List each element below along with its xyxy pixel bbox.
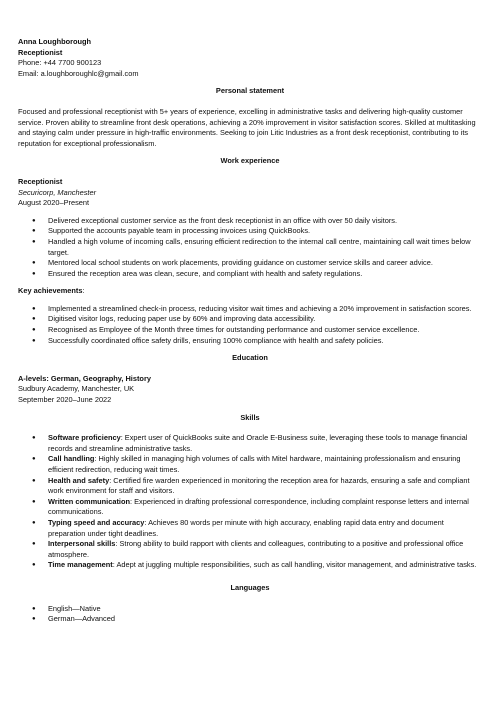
skill-name: Health and safety (48, 475, 110, 485)
personal-statement-text: Focused and professional receptionist with 5+ years of experience, excelling in administrative tasks and delivering high-quality customer service. Proven ability to streamline front desk operations, achieving a 20% improvement in visitor satisfaction scores. Skilled at multitasking and staying calm under pressure in high-traffic environments. Seeking to join Litic Industries as a front desk receptionist, contributing to its reputation for exceptional professionalism. (18, 106, 476, 148)
skill-text: : Certified fire warden experienced in monitoring the reception area for hazards, ensuring a safe and compliant work environment for staff and visitors. (48, 475, 470, 496)
skill-name: Time management (48, 560, 113, 570)
personal-statement-heading: Personal statement (215, 86, 285, 96)
list-item: ● Delivered exceptional customer service as the front desk receptionist in an office with over 50 daily visitors. (18, 216, 482, 227)
skill-name: Call handling (48, 454, 95, 464)
list-item: ● Mentored local school students on work placements, providing guidance on customer service skills and career advice. (18, 258, 482, 269)
qualification: A-levels: German, Geography, History (18, 373, 151, 383)
skill-name: Written communication (48, 496, 130, 506)
list-item (18, 518, 482, 539)
skill-text: : Experienced in drafting professional correspondence, including complaint response letters and internal communications. (48, 496, 469, 517)
list-item: ● English—Native (18, 604, 482, 615)
education-entry (18, 374, 482, 406)
list-item (18, 560, 482, 571)
list-item: ● Implemented a streamlined check-in process, reducing visitor wait times and achieving a 20% improvement in satisfaction scores. (18, 304, 482, 315)
skill-text: : Achieves 80 words per minute with high accuracy, enabling rapid data entry and document preparation under tight deadlines. (48, 517, 444, 538)
languages-heading: Languages (230, 582, 270, 592)
achievements-list (18, 304, 482, 346)
list-item: ● Handled a high volume of incoming calls, ensuring efficient redirection to the internal call centre, maintaining call wait times below target. (18, 237, 482, 258)
skill-text: : Highly skilled in managing high volumes of calls with Mitel hardware, maintaining professionalism and ensuring efficient redirection, reducing wait times. (48, 454, 461, 474)
list-item (18, 454, 482, 475)
list-item: ● Supported the accounts payable team in processing invoices using QuickBooks. (18, 226, 482, 237)
skill-name: Software proficiency (48, 433, 121, 443)
job-employer: Securicorp, Manchester (18, 187, 97, 197)
key-achievements-label: Key achievements: (18, 286, 85, 296)
list-item: ● Recognised as Employee of the Month three times for outstanding performance and customer service excellence. (18, 325, 482, 336)
contact-email: Email: a.loughboroughlc@gmail.com (18, 68, 139, 78)
job-title: Receptionist (18, 176, 63, 186)
list-item: ● German—Advanced (18, 614, 482, 625)
languages-list (18, 604, 482, 625)
list-item: ● Ensured the reception area was clean, secure, and compliant with health and safety regulations. (18, 269, 482, 280)
list-item (18, 539, 482, 560)
list-item (18, 476, 482, 497)
list-item (18, 433, 482, 454)
job-entry (18, 177, 482, 209)
list-item: ● Digitised visitor logs, reducing paper use by 60% and improving data accessibility. (18, 314, 482, 325)
job-duties-list (18, 216, 482, 280)
education-dates: September 2020–June 2022 (18, 395, 112, 405)
candidate-role: Receptionist (18, 47, 63, 57)
candidate-name: Anna Loughborough (18, 37, 92, 46)
job-dates: August 2020–Present (18, 198, 90, 208)
skill-text: : Adept at juggling multiple responsibilities, such as call handling, visitor management, and administrative tasks. (112, 560, 477, 570)
skill-name: Interpersonal skills (48, 539, 116, 549)
school: Sudbury Academy, Manchester, UK (18, 384, 135, 394)
skill-name: Typing speed and accuracy (48, 517, 145, 527)
list-item (18, 497, 482, 518)
skill-text: : Strong ability to build rapport with clients and colleagues, contributing to a positive and professional office atmosphere. (48, 539, 464, 559)
contact-phone: Phone: +44 7700 900123 (18, 58, 102, 68)
cv-header (18, 37, 482, 79)
work-experience-heading: Work experience (220, 156, 280, 166)
education-heading: Education (232, 353, 268, 363)
skills-heading: Skills (240, 412, 260, 422)
skills-list (18, 433, 482, 571)
list-item: ● Successfully coordinated office safety drills, ensuring 100% compliance with health and safety policies. (18, 336, 482, 347)
skill-text: : Expert user of QuickBooks suite and Oracle E-Business suite, leveraging these tools to manage financial records and streamline administrative tasks. (48, 433, 468, 453)
